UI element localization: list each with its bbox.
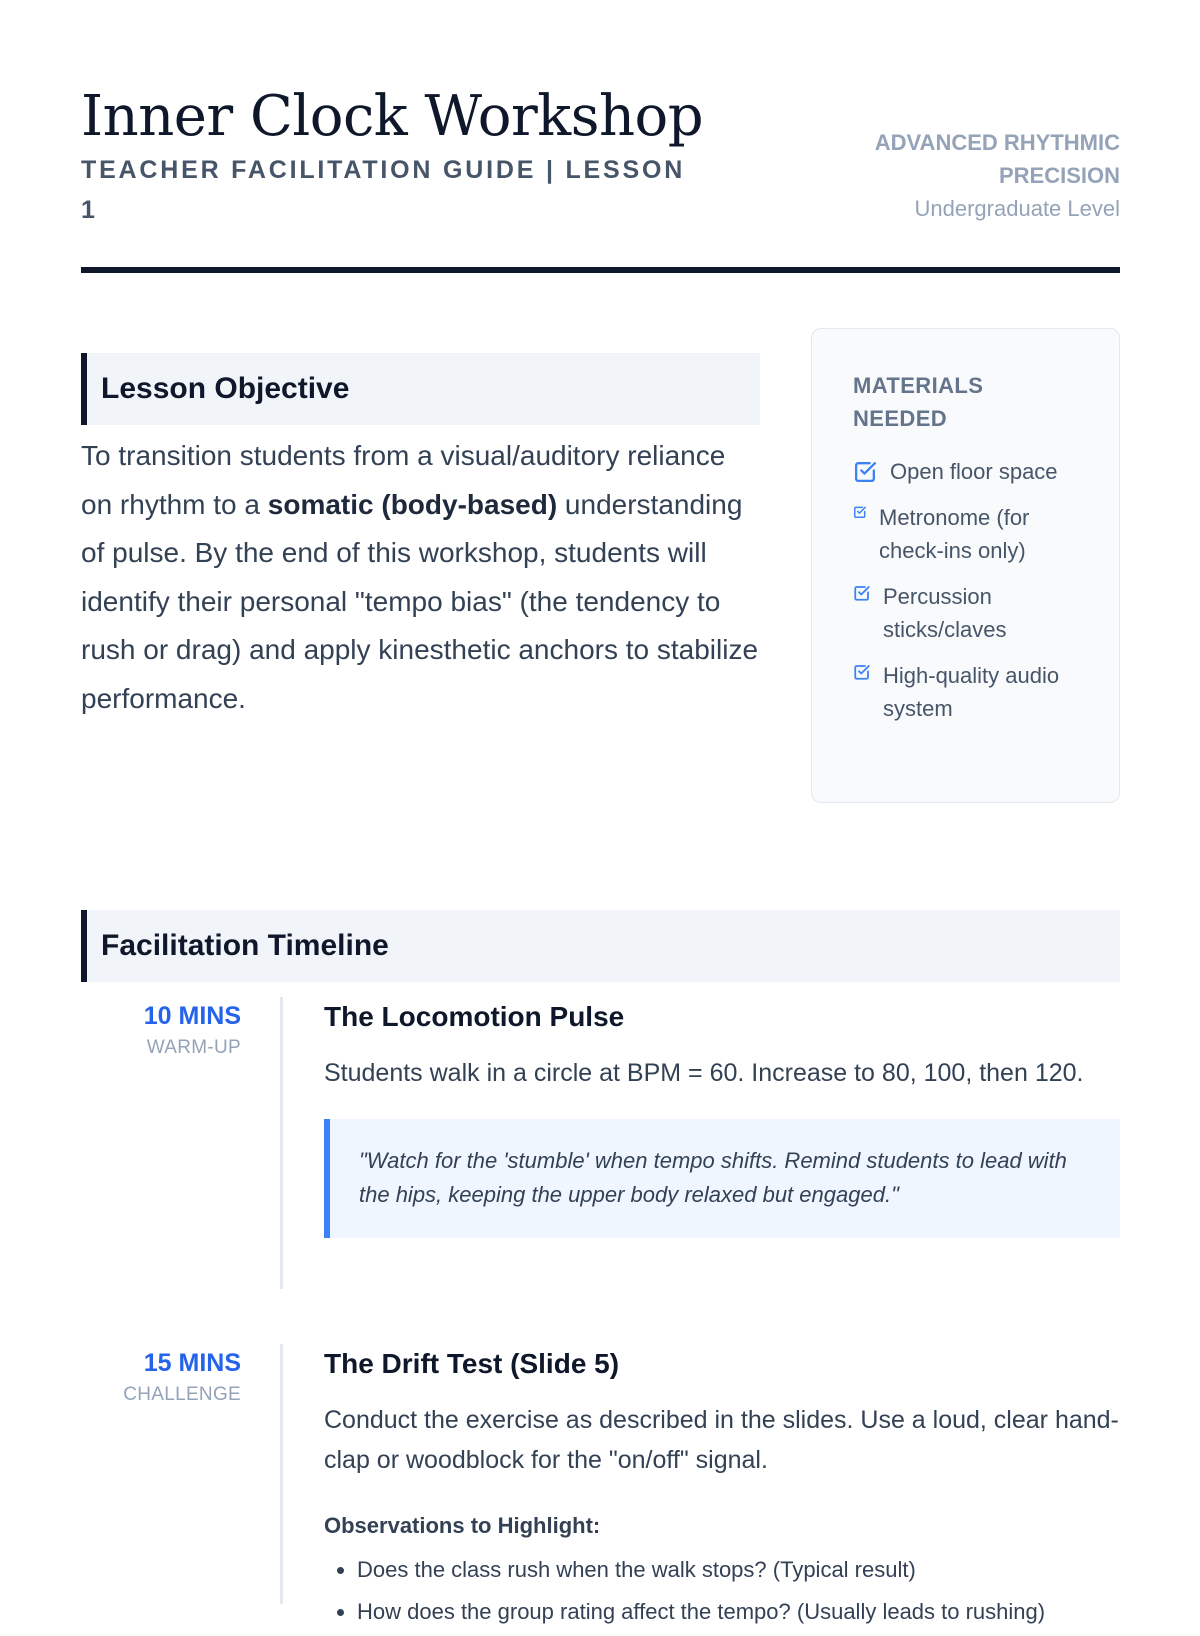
activity-phase: WARM-UP xyxy=(146,1037,241,1058)
observations-heading: Observations to Highlight: xyxy=(324,1513,601,1538)
material-label: Open floor space xyxy=(890,459,1058,484)
materials-list xyxy=(853,455,1079,725)
checkbox-checked-icon xyxy=(853,663,871,681)
material-label: High-quality audio system xyxy=(883,663,1060,721)
observations-list xyxy=(324,1552,1120,1630)
activity-description: Students walk in a circle at BPM = 60. Increase to 80, 100, then 120. xyxy=(324,1059,1084,1087)
facilitation-guide-page xyxy=(81,0,1120,1624)
material-label: Metronome (for check-ins only) xyxy=(879,505,1030,563)
timeline-connector xyxy=(280,1344,283,1604)
activity-title: The Drift Test (Slide 5) xyxy=(324,1348,620,1379)
header-divider xyxy=(81,267,1120,273)
course-meta xyxy=(820,126,1120,226)
activity-duration: 10 MINS xyxy=(143,1002,241,1030)
material-item xyxy=(853,659,1079,725)
course-name: ADVANCED RHYTHMIC PRECISION xyxy=(874,130,1120,188)
activity-duration: 15 MINS xyxy=(143,1349,241,1377)
timeline-item-warm-up xyxy=(81,997,1120,1292)
checkbox-checked-icon xyxy=(853,584,871,602)
material-item xyxy=(853,501,1079,567)
materials-title: MATERIALS NEEDED xyxy=(853,373,984,431)
material-item xyxy=(853,455,1079,488)
observation-item: • How does the group rating affect the tempo? (Usually leads to rushing) xyxy=(357,1594,1120,1630)
document-subtitle: TEACHER FACILITATION GUIDE | LESSON 1 xyxy=(81,156,686,224)
timeline-time xyxy=(81,1344,241,1408)
timeline-time xyxy=(81,997,241,1061)
checkbox-checked-icon xyxy=(853,459,878,484)
checkbox-checked-icon xyxy=(853,505,867,519)
activity-content xyxy=(324,1344,1120,1636)
teacher-note: "Watch for the 'stumble' when tempo shifts. Remind students to lead with the hips, keeping the upper body relaxed but engaged." xyxy=(324,1119,1120,1238)
objective-heading: Lesson Objective xyxy=(81,353,760,425)
activity-title: The Locomotion Pulse xyxy=(324,1001,625,1032)
objective-text xyxy=(81,432,761,723)
observation-item: • Does the class rush when the walk stops? (Typical result) xyxy=(357,1552,1120,1588)
timeline-heading: Facilitation Timeline xyxy=(81,910,1120,982)
timeline-connector xyxy=(280,997,283,1289)
activity-phase: CHALLENGE xyxy=(123,1384,241,1405)
material-label: Percussion sticks/claves xyxy=(883,584,1007,642)
objective-text-rest: understanding of pulse. By the end of this workshop, students will identify their personal "tempo bias" (the tendency to rush or drag) and apply kinesthetic anchors to stabilize performance. xyxy=(81,488,759,714)
document-header xyxy=(81,82,1120,274)
objective-text-intro: To transition students from a visual/auditory reliance on rhythm to a xyxy=(81,440,726,520)
objective-text-emphasis: somatic (body-based) xyxy=(267,488,558,520)
activity-description: Conduct the exercise as described in the slides. Use a loud, clear hand-clap or woodblock for the "on/off" signal. xyxy=(324,1406,1119,1474)
document-title: Inner Clock Workshop xyxy=(81,84,704,149)
material-item xyxy=(853,580,1079,646)
course-level: Undergraduate Level xyxy=(914,196,1120,221)
materials-card xyxy=(811,328,1120,803)
timeline-item-challenge xyxy=(81,1344,1120,1624)
activity-content xyxy=(324,997,1120,1238)
